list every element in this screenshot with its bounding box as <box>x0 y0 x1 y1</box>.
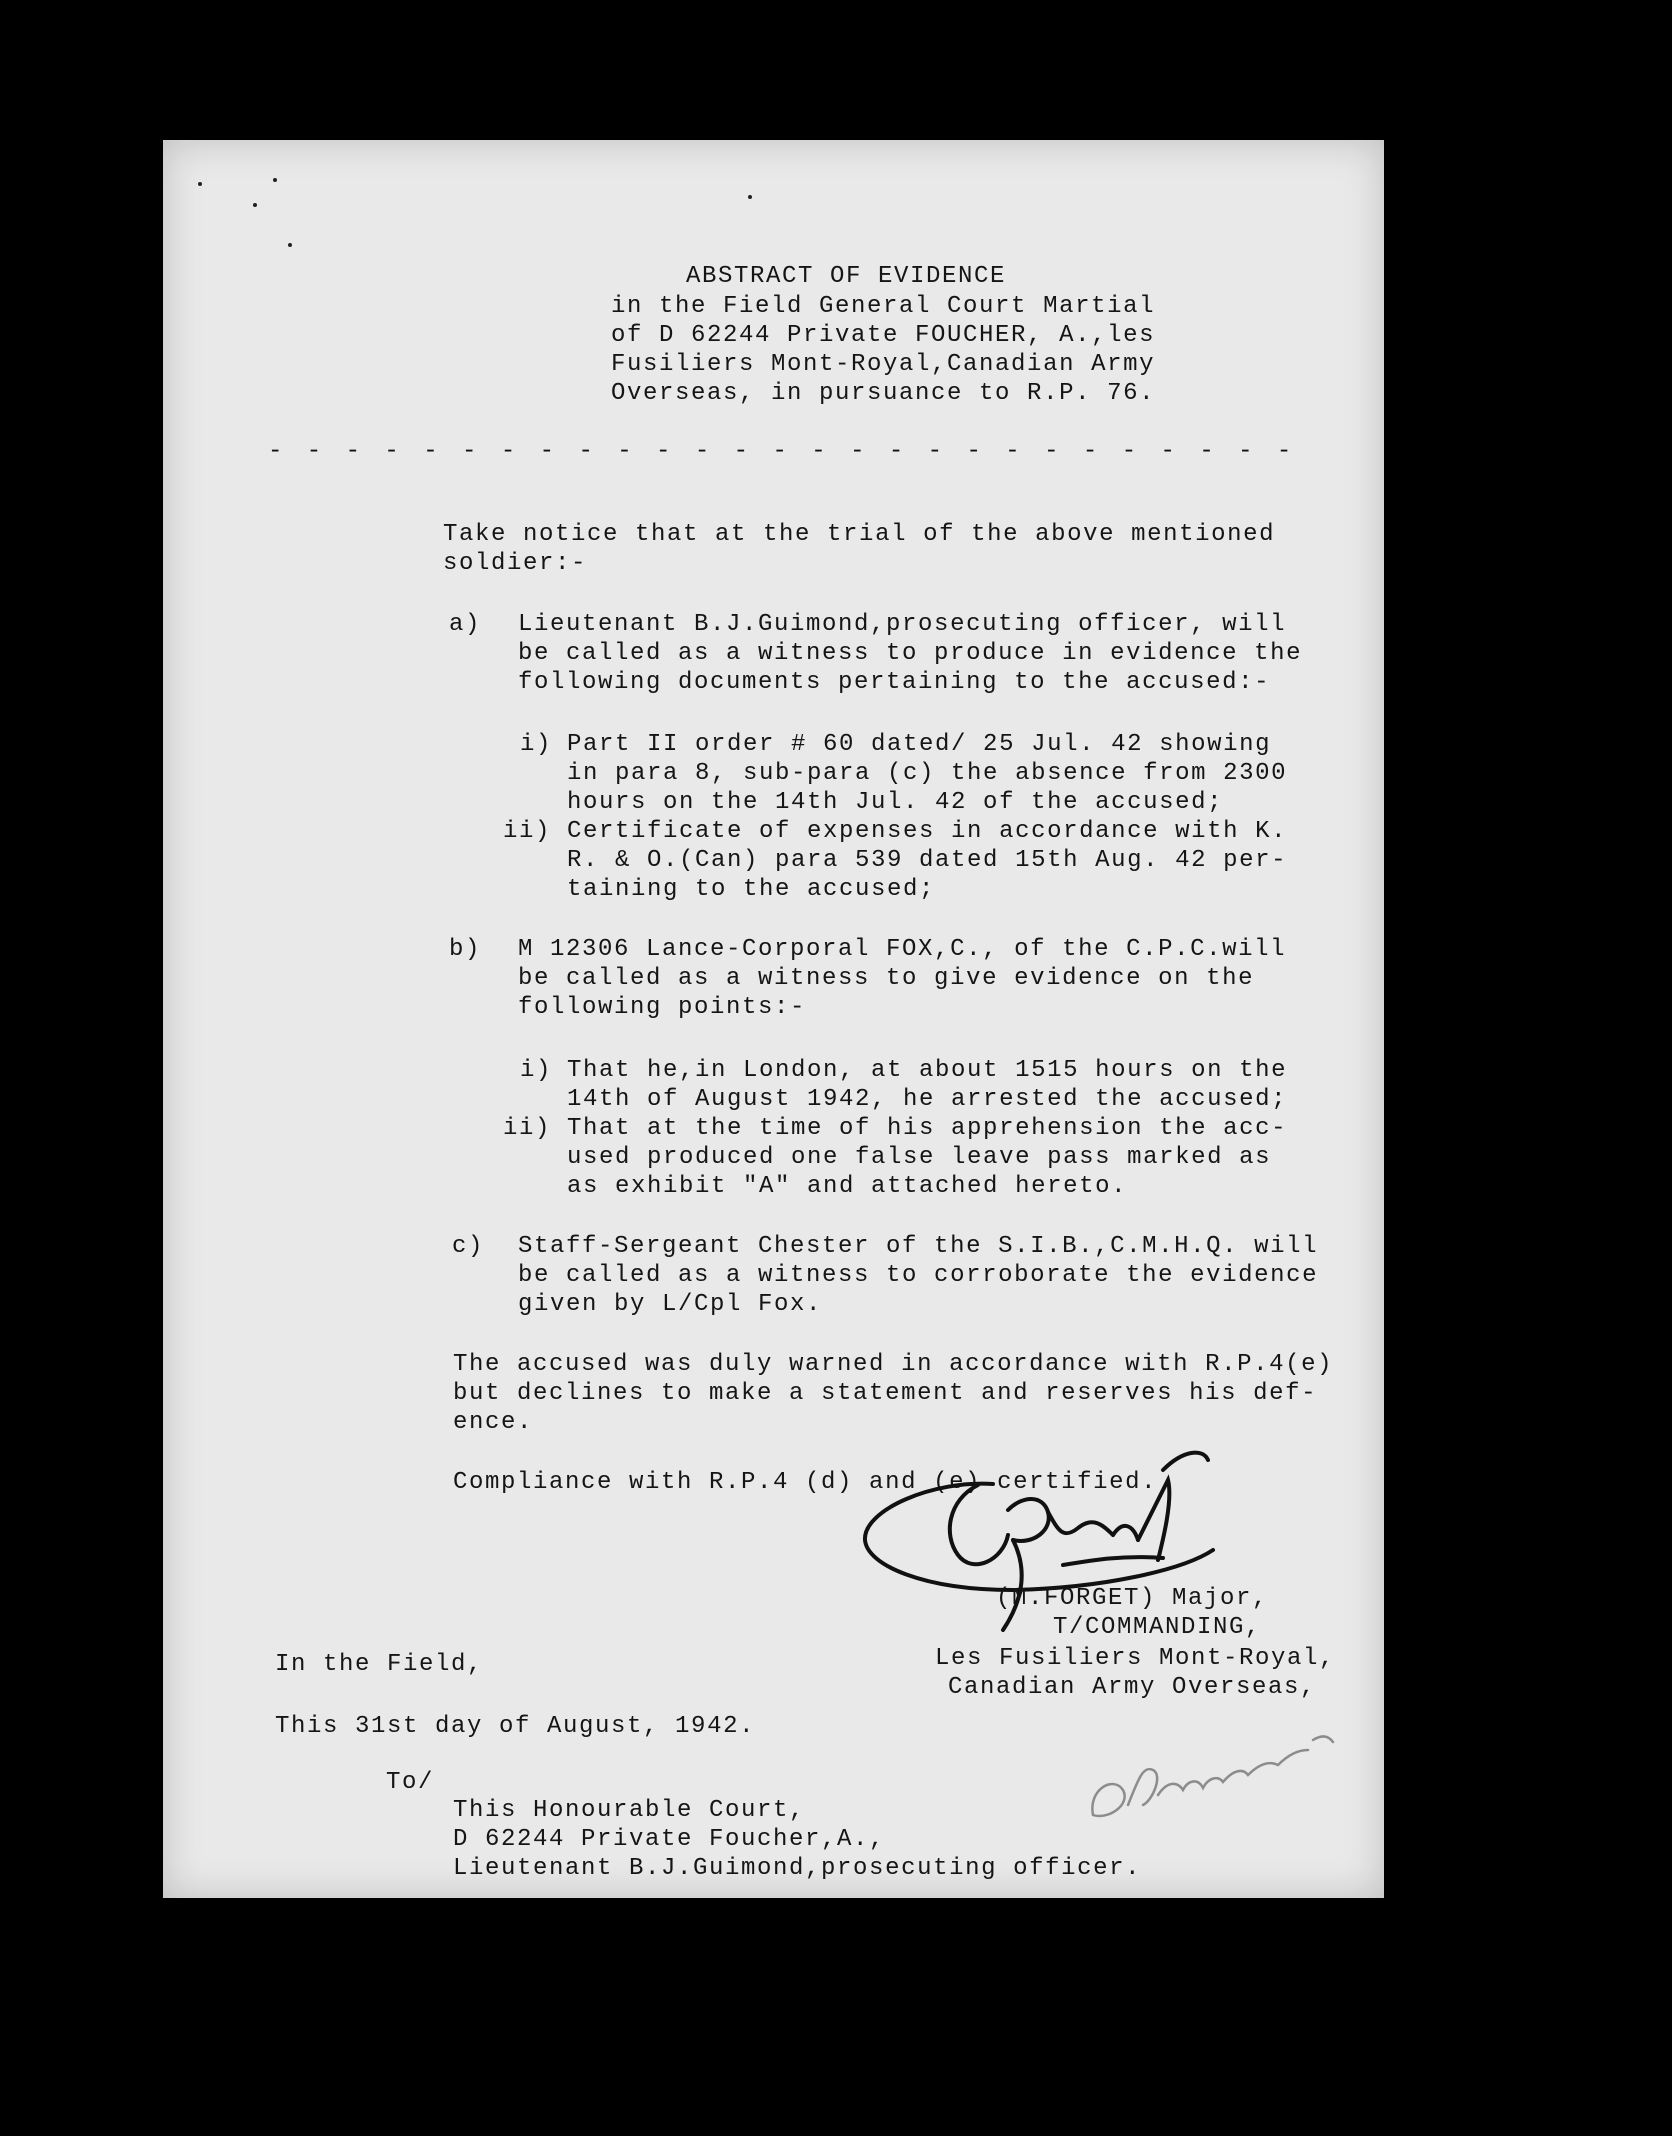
ink-speck <box>273 178 277 182</box>
item-a-i-line: in para 8, sub-para (c) the absence from 2300 <box>567 760 1288 787</box>
item-a-line: Lieutenant B.J.Guimond,prosecuting officer, will <box>518 611 1287 638</box>
item-c-line: be called as a witness to corroborate the evidence <box>518 1262 1319 1289</box>
header-line: of D 62244 Private FOUCHER, A.,les <box>611 322 1156 349</box>
item-a-i-line: Part II order # 60 dated/ 25 Jul. 42 showing <box>567 731 1272 758</box>
document-page <box>163 140 1384 1898</box>
item-c-line: Staff-Sergeant Chester of the S.I.B.,C.M.H.Q. will <box>518 1233 1319 1260</box>
header-line: Overseas, in pursuance to R.P. 76. <box>611 380 1156 407</box>
intro-line: soldier:- <box>443 550 588 577</box>
ink-speck <box>198 182 202 186</box>
sub-item-marker: ii) <box>503 1115 552 1142</box>
to-label: To/ <box>386 1769 435 1796</box>
place-line: In the Field, <box>275 1651 484 1678</box>
sub-item-marker: i) <box>520 1057 553 1084</box>
divider-line: - - - - - - - - - - - - - - - - - - - - - - - - - - - <box>268 438 1297 465</box>
item-b-i-line: That he,in London, at about 1515 hours on the <box>567 1057 1288 1084</box>
document-title: ABSTRACT OF EVIDENCE <box>686 263 1007 290</box>
ink-speck <box>748 195 752 199</box>
warning-line: but declines to make a statement and reserves his def- <box>453 1380 1318 1407</box>
ink-speck <box>253 203 257 207</box>
item-a-ii-line: Certificate of expenses in accordance with K. <box>567 818 1288 845</box>
sub-item-marker: i) <box>520 731 553 758</box>
header-line: Fusiliers Mont-Royal,Canadian Army <box>611 351 1156 378</box>
compliance-statement: Compliance with R.P.4 (d) and (e) certified. <box>453 1469 1158 1496</box>
item-a-i-line: hours on the 14th Jul. 42 of the accused; <box>567 789 1224 816</box>
signatory-name: (M.FORGET) Major, <box>996 1585 1269 1612</box>
item-b-line: be called as a witness to give evidence on the <box>518 965 1255 992</box>
item-a-ii-line: taining to the accused; <box>567 876 936 903</box>
item-b-line: following points:- <box>518 994 807 1021</box>
signatory-title: T/COMMANDING, <box>1053 1614 1262 1641</box>
item-marker: c) <box>452 1233 485 1260</box>
header-line: in the Field General Court Martial <box>611 293 1156 320</box>
warning-line: The accused was duly warned in accordance with R.P.4(e) <box>453 1351 1334 1378</box>
item-b-ii-line: used produced one false leave pass marked as <box>567 1144 1272 1171</box>
signatory-unit: Canadian Army Overseas, <box>948 1674 1317 1701</box>
item-b-line: M 12306 Lance-Corporal FOX,C., of the C.P.C.will <box>518 936 1287 963</box>
warning-line: ence. <box>453 1409 534 1436</box>
item-a-line: be called as a witness to produce in evidence the <box>518 640 1303 667</box>
item-b-i-line: 14th of August 1942, he arrested the accused; <box>567 1086 1288 1113</box>
pencil-initials <box>1083 1720 1343 1830</box>
addressee-line: D 62244 Private Foucher,A., <box>453 1826 886 1853</box>
item-marker: b) <box>449 936 482 963</box>
date-line: This 31st day of August, 1942. <box>275 1713 756 1740</box>
addressee-line: This Honourable Court, <box>453 1797 806 1824</box>
intro-line: Take notice that at the trial of the above mentioned <box>443 521 1276 548</box>
signatory-unit: Les Fusiliers Mont-Royal, <box>935 1645 1336 1672</box>
item-c-line: given by L/Cpl Fox. <box>518 1291 823 1318</box>
ink-speck <box>288 243 292 247</box>
item-b-ii-line: That at the time of his apprehension the acc- <box>567 1115 1288 1142</box>
addressee-line: Lieutenant B.J.Guimond,prosecuting officer. <box>453 1855 1142 1882</box>
sub-item-marker: ii) <box>503 818 552 845</box>
item-marker: a) <box>449 611 482 638</box>
item-b-ii-line: as exhibit "A" and attached hereto. <box>567 1173 1128 1200</box>
item-a-ii-line: R. & O.(Can) para 539 dated 15th Aug. 42 per- <box>567 847 1288 874</box>
item-a-line: following documents pertaining to the accused:- <box>518 669 1271 696</box>
